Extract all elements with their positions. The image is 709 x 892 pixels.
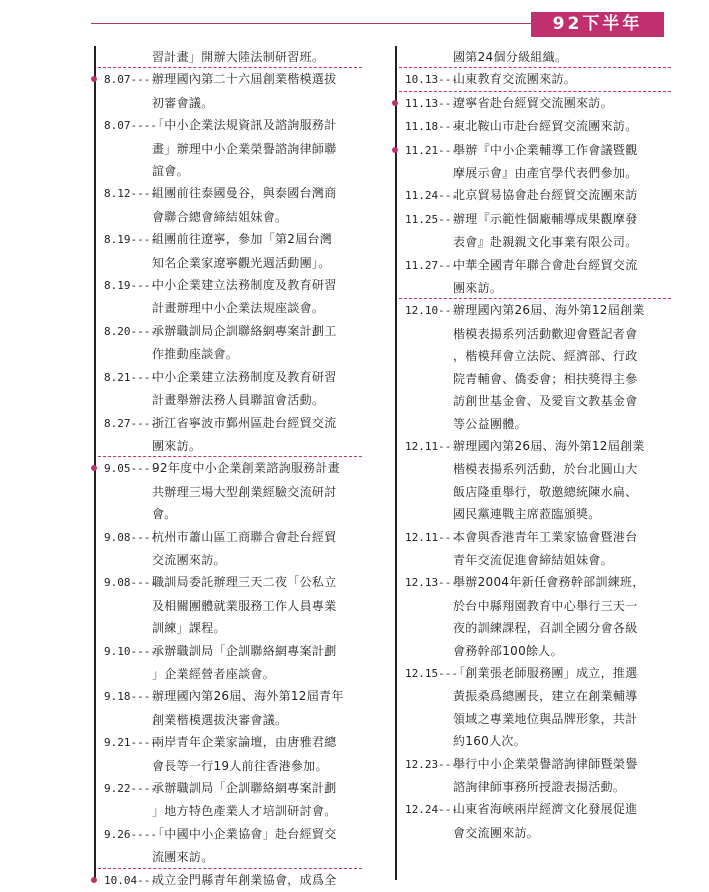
timeline-entry <box>397 46 671 68</box>
entry-date: 12.11--- <box>405 530 458 544</box>
entry-date: 8.12---- <box>104 187 157 201</box>
entry-text-line: 本會與香港青年工業家協會暨港台 <box>453 529 638 544</box>
timeline-entry <box>96 46 362 68</box>
timeline-entry <box>96 571 362 639</box>
entry-text-line: 會務幹部100餘人。 <box>453 643 563 658</box>
entry-text-line: 交流團來訪。 <box>152 552 226 567</box>
entry-text-line: 等公益團體。 <box>453 416 527 431</box>
entry-date: 10.13--- <box>405 73 458 87</box>
timeline-entry <box>96 114 362 182</box>
timeline-entry <box>397 798 671 844</box>
entry-text-line: 浙江省寧波市鄞州區赴台經貿交流 <box>152 415 337 430</box>
entry-text-line: 遼寧省赴台經貿交流團來訪。 <box>453 95 613 110</box>
entry-text-line: 青年交流促進會締結姐妹會。 <box>453 552 613 567</box>
timeline-entry <box>397 526 671 572</box>
entry-text-line: 辦理國內第26屆、海外第12屆創業 <box>453 303 645 318</box>
entry-text-line: 初審會議。 <box>152 95 214 110</box>
entry-text-line: 92年度中小企業創業諮詢服務計畫 <box>152 461 341 476</box>
entry-text-line: 楷模表揚系列活動，於台北圓山大 <box>453 462 638 477</box>
timeline-right-column <box>395 46 671 880</box>
entry-date: 12.23--- <box>405 757 458 771</box>
entry-text-line: 及相關團體就業服務工作人員專業 <box>152 598 337 613</box>
entry-date: 9.22---- <box>104 782 157 795</box>
entry-date: 11.25--- <box>405 212 458 226</box>
entry-text-line: 舉行中小企業榮譽諮詢律師暨榮譽 <box>453 756 638 771</box>
timeline-entry <box>96 457 362 525</box>
entry-text-line: 習計畫」開辦大陸法制研習班。 <box>152 50 325 64</box>
entry-text-line: 黃振桑爲總團長，建立在創業輔導 <box>453 689 638 704</box>
entry-date: 11.24--- <box>405 189 458 203</box>
entry-text-line: 舉辦『中小企業輔導工作會議暨觀 <box>453 142 638 157</box>
entry-date: 9.08---- <box>104 530 157 544</box>
entry-text-line: 諮詢律師事務所授證表揚活動。 <box>453 780 626 794</box>
entry-date: 12.24--- <box>405 803 458 817</box>
entry-text-line: 「中國中小企業協會」赴台經貿交 <box>152 826 337 841</box>
entry-text-line: 作推動座談會。 <box>152 347 239 362</box>
timeline-entry <box>96 412 362 458</box>
header-rule <box>91 23 531 24</box>
entry-text-line: 組團前往遼寧，參加「第2屆台灣 <box>152 232 333 247</box>
entry-text-line: 東北鞍山市赴台經貿交流團來訪。 <box>453 119 638 134</box>
timeline-dot-icon <box>91 465 97 471</box>
timeline-entry <box>96 526 362 572</box>
entry-text-line: 國民黨連戰主席蒞臨頒獎。 <box>453 507 601 522</box>
entry-text-line: 計畫舉辦法務人員聯誼會活動。 <box>152 393 325 408</box>
timeline-entry <box>397 92 671 115</box>
timeline-entry <box>96 685 362 731</box>
entry-text-line: 辦理『示範性個廠輔導成果觀摩發 <box>453 211 638 226</box>
entry-date: 9.26---- <box>104 827 157 841</box>
entry-date: 9.08---- <box>104 576 157 590</box>
entry-date: 11.27--- <box>405 258 458 272</box>
timeline-entry <box>397 254 671 300</box>
entry-text-line: 訓練」課程。 <box>152 621 226 636</box>
entry-text-line: 兩岸青年企業家論壇，由唐雅君總 <box>152 735 337 750</box>
entry-text-line: 領域之專業地位與品牌形象，共計 <box>453 711 638 726</box>
timeline-entry <box>96 823 362 869</box>
entry-date: 11.13--- <box>405 96 458 110</box>
entry-date: 12.15--- <box>405 666 458 680</box>
entry-date: 12.13--- <box>405 576 458 590</box>
entry-text-line: 畫」辦理中小企業榮譽諮詢律師聯 <box>152 141 337 156</box>
entry-text-line: 約160人次。 <box>453 734 527 749</box>
timeline-entry <box>96 274 362 320</box>
timeline-entry <box>397 753 671 799</box>
period-label: 92下半年 <box>531 12 664 37</box>
timeline-dot-icon <box>91 76 97 82</box>
entry-text-line: 於台中縣翔園教育中心舉行三天一 <box>453 598 638 613</box>
timeline-entry <box>96 777 362 823</box>
entry-text-line: 中小企業建立法務制度及教育研習 <box>152 278 337 293</box>
timeline-dot-icon <box>392 100 398 106</box>
timeline-entry <box>397 662 671 753</box>
entry-text-line: 」地方特色產業人才培訓研討會。 <box>152 804 337 819</box>
entry-text-line: 承辦職訓局「企訓聯絡網專案計劃 <box>152 643 337 658</box>
timeline-entry <box>397 115 671 138</box>
entry-text-line: 成立金門縣青年創業協會，成爲全 <box>152 872 337 887</box>
entry-text-line: 會長等一行19人前往香港參加。 <box>152 758 328 773</box>
entry-text-line: 中小企業建立法務制度及教育研習 <box>152 369 337 384</box>
entry-text-line: 楷模表揚系列活動歡迎會暨記者會 <box>453 326 638 341</box>
entry-text-line: 會交流團來訪。 <box>453 825 540 840</box>
entry-text-line: 杭州市蕭山區工商聯合會赴台經貿 <box>152 529 337 544</box>
entry-text-line: 共辦理三場大型創業經驗交流研討 <box>152 484 337 499</box>
timeline-entry <box>96 320 362 366</box>
entry-text-line: 承辦職訓局企訓聯絡網專案計劃工 <box>152 323 337 338</box>
entry-date: 12.11--- <box>405 439 458 453</box>
entry-text-line: 」企業經營者座談會。 <box>152 666 276 681</box>
entry-date: 10.04--- <box>104 873 157 887</box>
entry-text-line: 院青輔會、僑委會；相扶獎得主參 <box>453 371 638 386</box>
entry-text-line: 舉辦2004年新任會務幹部訓練班， <box>453 575 645 590</box>
timeline-entry <box>96 68 362 114</box>
timeline-entry <box>397 184 671 207</box>
entry-date: 8.07---- <box>104 119 157 133</box>
entry-text-line: 山東教育交流團來訪。 <box>453 72 577 87</box>
entry-text-line: 承辦職訓局「企訓聯絡網專案計劃 <box>152 781 337 795</box>
entry-text-line: 辦理國內第26屆、海外第12屆創業 <box>453 438 645 453</box>
entry-text-line: 飯店隆重舉行，敬邀總統陳水扁、 <box>453 484 638 499</box>
entry-text-line: 會。 <box>152 507 177 522</box>
entry-date: 8.27---- <box>104 416 157 430</box>
entry-text-line: 組團前往泰國曼谷，與泰國台灣商 <box>152 186 337 201</box>
entry-date: 9.18---- <box>104 690 157 704</box>
entry-text-line: 摩展示會』由產官學代表們參加。 <box>453 166 638 181</box>
entry-text-line: 中華全國青年聯合會赴台經貿交流 <box>453 257 638 272</box>
entry-text-line: 知名企業家遼寧觀光週活動團」。 <box>152 255 331 270</box>
entry-text-line: 辦理國內第26屆、海外第12屆青年 <box>152 689 344 704</box>
timeline-entry <box>96 182 362 228</box>
entry-date: 8.19---- <box>104 279 157 293</box>
entry-text-line: 訪創世基金會、及愛盲文教基金會 <box>453 394 638 409</box>
entry-date: 9.21---- <box>104 736 157 750</box>
entry-date: 8.07---- <box>104 73 157 87</box>
entry-text-line: 山東省海峽兩岸經濟文化發展促進 <box>453 802 638 817</box>
entry-text-line: 團來訪。 <box>453 281 503 296</box>
timeline-dot-icon <box>392 147 398 153</box>
entry-date: 9.05---- <box>104 462 157 476</box>
entry-date: 8.21---- <box>104 370 157 384</box>
timeline-entry <box>96 640 362 686</box>
entry-text-line: 夜的訓練課程，召訓全國分會各級 <box>453 621 638 636</box>
entry-date: 11.21--- <box>405 143 458 157</box>
timeline-entry <box>397 435 671 526</box>
timeline-entry <box>397 299 671 434</box>
timeline-entry <box>96 366 362 412</box>
entry-text-line: 辦理國內第二十六屆創業楷模選拔 <box>152 72 337 87</box>
entry-text-line: ，楷模拜會立法院、經濟部、行政 <box>453 349 638 364</box>
entry-date: 11.18--- <box>405 120 458 134</box>
entry-text-line: 「中小企業法規資訊及諮詢服務計 <box>152 118 337 133</box>
entry-text-line: 國第24個分級組織。 <box>453 50 568 64</box>
entry-text-line: 創業楷模選拔決審會議。 <box>152 712 288 727</box>
timeline-entry <box>397 68 671 91</box>
entry-text-line: 流團來訪。 <box>152 850 214 865</box>
entry-text-line: 北京貿易協會赴台經貿交流團來訪 <box>453 188 638 203</box>
timeline-entry <box>96 731 362 777</box>
entry-text-line: 團來訪。 <box>152 438 202 453</box>
entry-date: 8.20---- <box>104 324 157 338</box>
entry-text-line: 職訓局委託辦理三天二夜「公私立 <box>152 575 337 590</box>
timeline-entry <box>96 869 362 892</box>
entry-date: 12.10--- <box>405 304 458 318</box>
timeline-entry <box>397 208 671 254</box>
timeline-entry <box>96 228 362 274</box>
timeline-entry <box>397 571 671 662</box>
entry-date: 8.19---- <box>104 233 157 247</box>
entry-text-line: 誼會。 <box>152 164 189 179</box>
timeline-entry <box>397 139 671 185</box>
entry-date: 9.10---- <box>104 644 157 658</box>
entry-text-line: 表會』赴親親文化事業有限公司。 <box>453 235 638 250</box>
timeline-left-column <box>94 46 362 887</box>
entry-text-line: 會聯合總會締結姐妹會。 <box>152 209 288 224</box>
entry-text-line: 「創業張老師服務團」成立，推選 <box>453 665 638 680</box>
entry-text-line: 計畫辦理中小企業法規座談會。 <box>152 301 325 316</box>
